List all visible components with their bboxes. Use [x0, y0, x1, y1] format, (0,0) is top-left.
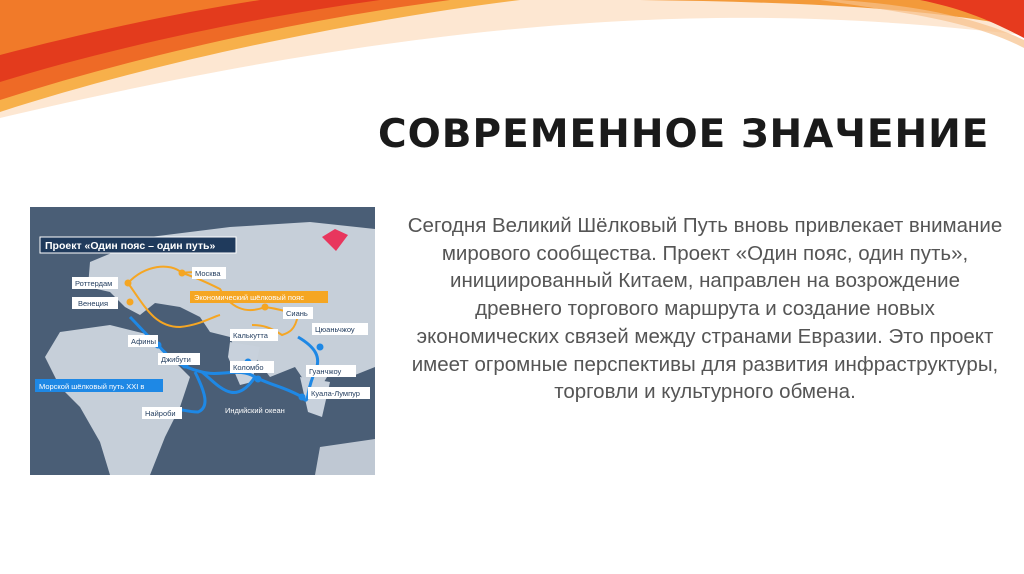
map-title: Проект «Один пояс – один путь»: [45, 240, 216, 252]
ocean-label: Индийский океан: [225, 406, 285, 415]
city-label: Цюаньчжоу: [315, 325, 355, 334]
land-route-label: Экономический шёлковый пояс: [194, 293, 304, 302]
city-node: [317, 344, 324, 351]
city-label: Роттердам: [75, 279, 113, 288]
city-label: Сиань: [286, 309, 308, 318]
city-node: [299, 394, 306, 401]
city-node: [262, 304, 269, 311]
slide-title: СОВРЕМЕННОЕ ЗНАЧЕНИЕ: [378, 112, 990, 157]
city-node: [179, 270, 186, 277]
city-label: Куала-Лумпур: [311, 389, 360, 398]
city-label: Найроби: [145, 409, 176, 418]
city-label: Венеция: [78, 299, 109, 308]
city-label: Гуанчжоу: [309, 367, 342, 376]
city-node: [125, 280, 132, 287]
slide-body-text: Сегодня Великий Шёлковый Путь вновь привлекает внимание мирового сообщества. Проект «Один пояс, один путь», инициированный Китаем, направлен на возрождение древнего торгового маршрута и создание новых экономических связей между странами Евразии. Это проект имеет огромные перспективы для развития инфраструктуры, торговли и культурного обмена.: [407, 214, 1003, 404]
city-node: [255, 376, 262, 383]
city-label: Коломбо: [233, 363, 264, 372]
sea-route-label: Морской шёлковый путь XXI в: [39, 382, 145, 391]
city-label: Афины: [131, 337, 156, 346]
city-node: [127, 299, 134, 306]
silk-road-map: [30, 207, 375, 475]
city-label: Калькутта: [233, 331, 268, 340]
city-label: Джибути: [161, 355, 191, 364]
city-label: Москва: [195, 269, 221, 278]
